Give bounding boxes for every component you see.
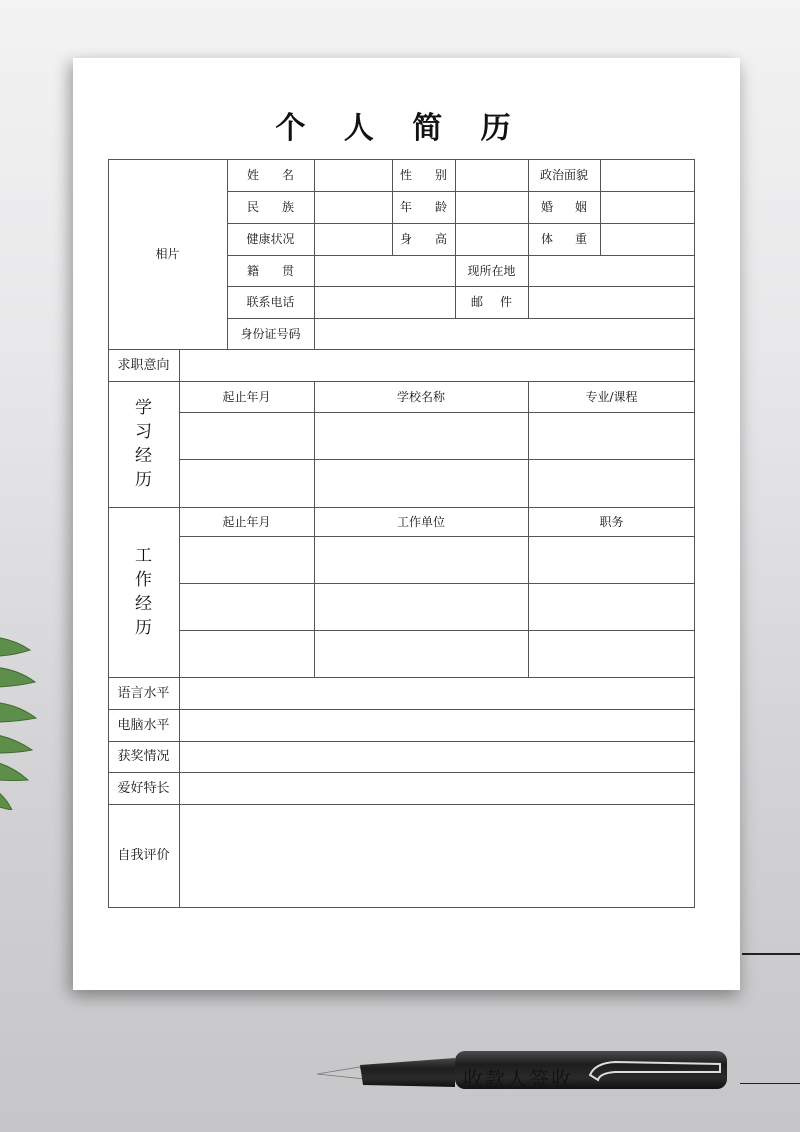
label-char: 工 <box>135 546 152 566</box>
label-text: 获奖情况 <box>117 749 170 764</box>
awards-field[interactable] <box>179 741 695 772</box>
label-char: 性 <box>400 168 413 182</box>
label-char: 高 <box>434 232 447 246</box>
native-place-label <box>227 255 314 286</box>
ethnicity-label <box>227 191 314 223</box>
current-location-field[interactable] <box>528 255 695 286</box>
political-status-label <box>528 159 600 191</box>
label-text: 求职意向 <box>117 357 170 373</box>
id-number-label <box>227 318 314 349</box>
label-char: 作 <box>135 570 152 590</box>
health-field[interactable] <box>314 223 392 255</box>
phone-label <box>227 286 314 318</box>
label-char: 重 <box>574 232 587 246</box>
label-char: 民 <box>247 200 260 214</box>
page-title: 个 人 简 历 <box>275 111 525 146</box>
label-text: 政治面貌 <box>539 168 588 182</box>
language-field[interactable] <box>179 677 695 709</box>
name-label <box>227 159 314 191</box>
email-field[interactable] <box>528 286 695 318</box>
work-row-3-position[interactable] <box>528 630 695 677</box>
computer-field[interactable] <box>179 709 695 741</box>
hobbies-field[interactable] <box>179 772 695 804</box>
label-char: 经 <box>135 594 152 614</box>
ethnicity-field[interactable] <box>314 191 392 223</box>
table-border-bottom <box>108 907 695 908</box>
signature-text: 收款人签收 <box>463 1067 573 1091</box>
label-char: 龄 <box>434 200 447 214</box>
health-label <box>227 223 314 255</box>
work-col-period <box>179 507 314 536</box>
label-text: 爱好特长 <box>117 780 170 796</box>
education-row-1-major[interactable] <box>528 412 695 459</box>
gender-label <box>392 159 455 191</box>
self-evaluation-field[interactable] <box>179 804 695 907</box>
work-row-2-period[interactable] <box>179 583 314 630</box>
work-row-2-position[interactable] <box>528 583 695 630</box>
signature-line <box>742 953 800 955</box>
email-label <box>455 286 528 318</box>
photo-placeholder[interactable] <box>108 159 227 349</box>
column-header: 起止年月 <box>222 514 271 529</box>
label-char: 籍 <box>247 263 260 278</box>
id-number-field[interactable] <box>314 318 695 349</box>
label-text: 自我评价 <box>117 848 170 863</box>
label-char: 名 <box>281 168 294 182</box>
label-char: 习 <box>135 422 152 442</box>
work-col-employer <box>314 507 528 536</box>
weight-field[interactable] <box>600 223 695 255</box>
column-header: 学校名称 <box>396 389 445 404</box>
label-text: 语言水平 <box>117 685 170 701</box>
column-header: 工作单位 <box>396 514 445 529</box>
work-row-3-employer[interactable] <box>314 630 528 677</box>
weight-label <box>528 223 600 255</box>
column-header: 职务 <box>599 514 624 529</box>
label-text: 联系电话 <box>246 295 295 309</box>
height-label <box>392 223 455 255</box>
label-char: 姻 <box>574 200 587 214</box>
current-location-label <box>455 255 528 286</box>
label-char: 身 <box>400 232 413 246</box>
label-char: 学 <box>135 398 152 418</box>
label-char: 别 <box>434 168 447 182</box>
education-row-1-period[interactable] <box>179 412 314 459</box>
marriage-label <box>528 191 600 223</box>
label-char: 年 <box>400 200 413 214</box>
education-row-2-period[interactable] <box>179 459 314 507</box>
work-row-1-position[interactable] <box>528 536 695 583</box>
computer-label <box>108 709 179 741</box>
job-intention-field[interactable] <box>179 349 695 381</box>
work-row-3-period[interactable] <box>179 630 314 677</box>
education-section-label <box>108 381 179 507</box>
name-field[interactable] <box>314 159 392 191</box>
self-evaluation-label <box>108 804 179 907</box>
age-label <box>392 191 455 223</box>
education-row-2-school[interactable] <box>314 459 528 507</box>
photo-label: 相片 <box>155 247 180 261</box>
label-char: 体 <box>541 232 554 246</box>
label-char: 历 <box>135 470 152 490</box>
label-text: 现所在地 <box>467 263 516 278</box>
work-row-1-period[interactable] <box>179 536 314 583</box>
education-col-period <box>179 381 314 412</box>
hobbies-label <box>108 772 179 804</box>
education-row-2-major[interactable] <box>528 459 695 507</box>
plant-leaves-decoration <box>0 610 80 810</box>
education-col-major <box>528 381 695 412</box>
phone-field[interactable] <box>314 286 455 318</box>
language-label <box>108 677 179 709</box>
label-char: 历 <box>135 618 152 638</box>
job-intention-label <box>108 349 179 381</box>
marriage-field[interactable] <box>600 191 695 223</box>
work-row-1-employer[interactable] <box>314 536 528 583</box>
gender-field[interactable] <box>455 159 528 191</box>
political-status-field[interactable] <box>600 159 695 191</box>
label-char: 经 <box>135 446 152 466</box>
label-text: 身份证号码 <box>240 326 301 341</box>
awards-label <box>108 741 179 772</box>
native-place-field[interactable] <box>314 255 455 286</box>
work-col-position <box>528 507 695 536</box>
label-text: 电脑水平 <box>117 717 170 733</box>
work-row-2-employer[interactable] <box>314 583 528 630</box>
work-section-label <box>108 507 179 677</box>
column-header: 起止年月 <box>222 389 271 404</box>
label-char: 婚 <box>541 200 554 214</box>
column-header: 专业/课程 <box>585 389 638 404</box>
label-text: 健康状况 <box>246 232 295 246</box>
label-char: 姓 <box>247 168 260 182</box>
signature-line-lower <box>740 1083 800 1084</box>
height-field[interactable] <box>455 223 528 255</box>
label-char: 族 <box>281 200 294 214</box>
education-row-1-school[interactable] <box>314 412 528 459</box>
label-char: 件 <box>499 295 512 309</box>
label-char: 邮 <box>471 295 484 309</box>
education-col-school <box>314 381 528 412</box>
age-field[interactable] <box>455 191 528 223</box>
label-char: 贯 <box>281 263 294 278</box>
